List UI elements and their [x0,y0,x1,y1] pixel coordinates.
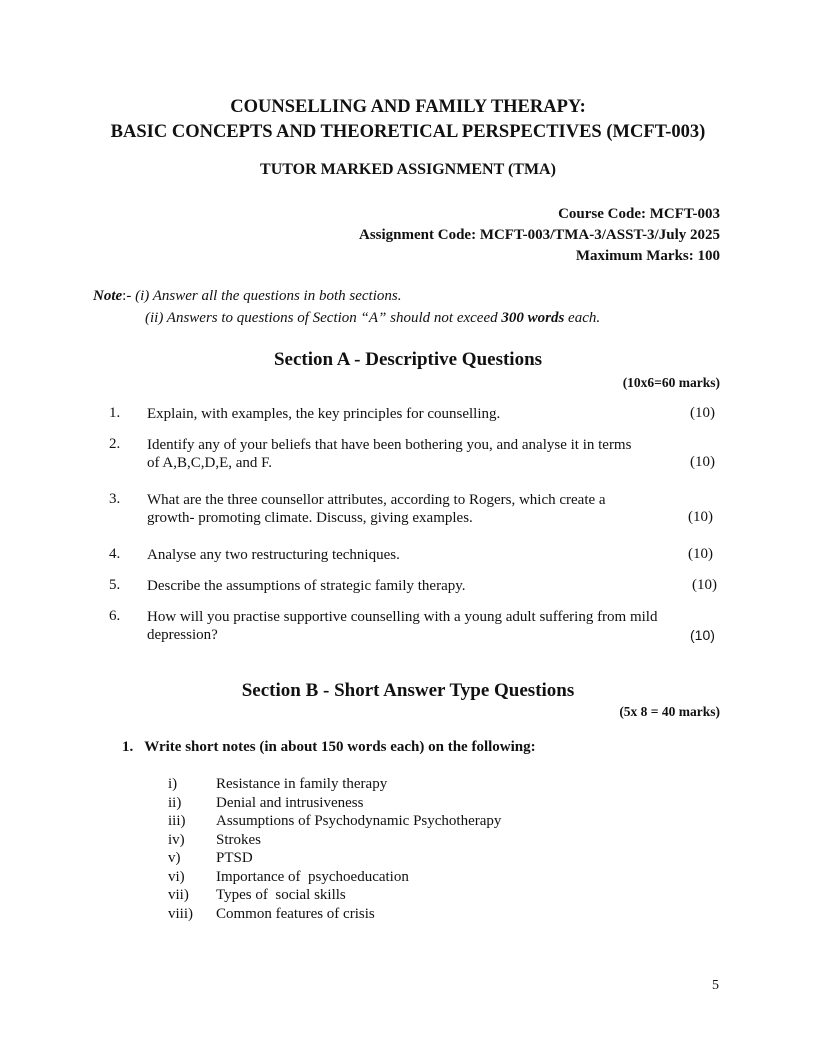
sub-item-text: Assumptions of Psychodynamic Psychotherapy [216,813,502,829]
sub-item-text: Denial and intrusiveness [216,795,364,811]
document-title-line2: BASIC CONCEPTS AND THEORETICAL PERSPECTIVES (MCFT-003) [110,122,706,142]
question-text-line2: depression? [147,627,218,643]
note-block [93,288,401,305]
document-title-line1: COUNSELLING AND FAMILY THERAPY: [230,97,586,117]
sub-item-number: ii) [168,795,182,811]
section-b-marks: (5x 8 = 40 marks) [619,704,720,719]
question-number: 2. [109,436,121,452]
question-text: Explain, with examples, the key principles for counselling. [147,406,501,422]
question-marks: (10) [690,627,715,643]
question-number: 6. [109,608,121,624]
sub-item-number: viii) [168,906,193,922]
question-number: 5. [109,577,121,593]
note-word-limit: 300 words [501,310,565,326]
question-text-line1: Identify any of your beliefs that have been bothering you, and analyse it in terms [147,437,632,453]
course-code: Course Code: MCFT-003 [558,206,720,222]
sub-item-number: i) [168,776,178,792]
note-line-2 [145,310,600,327]
note-line-2-end: each. [564,310,601,326]
sub-item-number: iii) [168,813,186,829]
sub-item-number: vi) [168,869,185,885]
sub-item-number: v) [168,850,181,866]
sub-item-text: Importance of psychoeducation [216,869,409,885]
question-text-line2: of A,B,C,D,E, and F. [147,455,273,471]
sub-item-text: PTSD [216,850,253,866]
question-number: 1. [109,405,121,421]
question-number: 3. [109,491,121,507]
page-number: 5 [712,978,719,993]
question-marks: (10) [688,546,713,562]
question-marks: (10) [688,509,713,525]
question-text-line2: growth- promoting climate. Discuss, giving examples. [147,510,473,526]
question-text: Describe the assumptions of strategic family therapy. [147,578,466,594]
document-subtitle: TUTOR MARKED ASSIGNMENT (TMA) [260,161,556,178]
section-a-marks: (10x6=60 marks) [622,375,720,390]
question-marks: (10) [692,577,717,593]
question-marks: (10) [690,454,715,470]
section-b-heading: Section B - Short Answer Type Questions [241,680,575,701]
note-label-suffix: :- [122,288,132,304]
question-number: 4. [109,546,121,562]
note-line-2-text: (ii) Answers to questions of Section “A” should not exceed [145,310,502,326]
question-text-line1: What are the three counsellor attributes, according to Rogers, which create a [147,492,606,508]
sub-item-text: Common features of crisis [216,906,375,922]
sub-item-number: iv) [168,832,185,848]
note-label: Note [93,288,123,304]
question-text: Analyse any two restructuring techniques. [147,547,400,563]
note-line-1: (i) Answer all the questions in both sections. [135,288,402,304]
question-number: 1. [122,739,134,755]
question-marks: (10) [690,405,715,421]
assignment-code: Assignment Code: MCFT-003/TMA-3/ASST-3/July 2025 [358,227,720,243]
question-text: Write short notes (in about 150 words each) on the following: [144,739,536,755]
section-b-question [122,739,536,756]
sub-item-number: vii) [168,887,189,903]
sub-item-text: Resistance in family therapy [216,776,388,792]
maximum-marks: Maximum Marks: 100 [575,248,720,264]
question-text-line1: How will you practise supportive counselling with a young adult suffering from mild [147,609,658,625]
section-a-heading: Section A - Descriptive Questions [273,349,543,370]
sub-item-text: Strokes [216,832,261,848]
sub-item-text: Types of social skills [216,887,346,903]
